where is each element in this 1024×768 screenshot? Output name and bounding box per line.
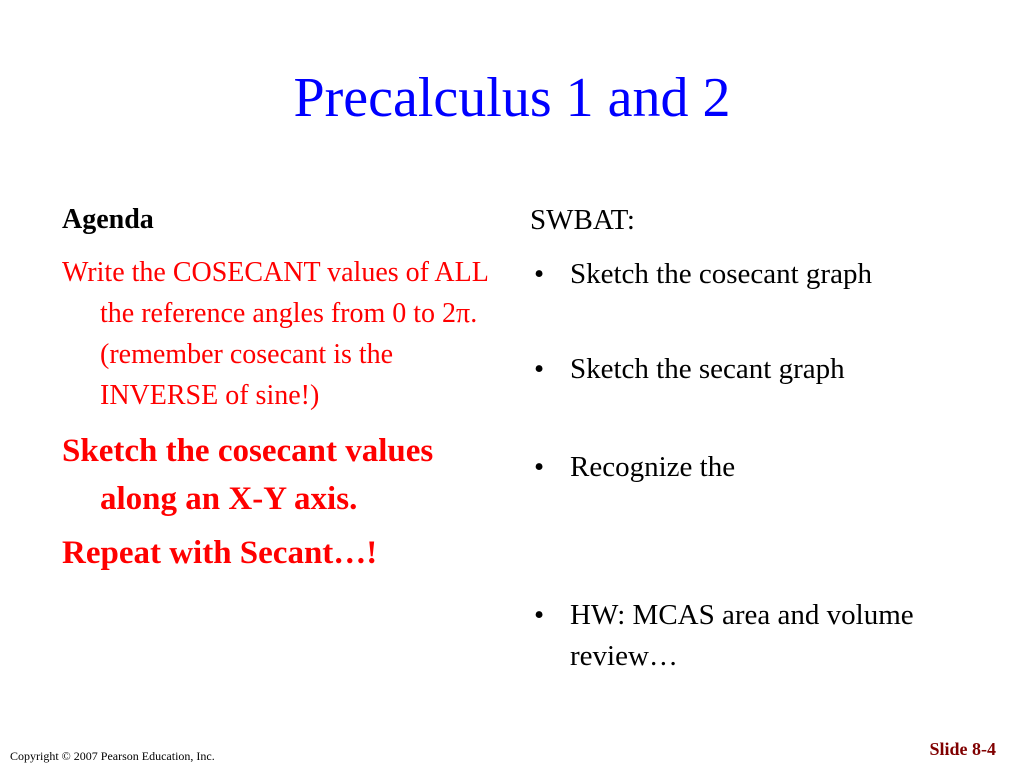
agenda-column [62,202,502,577]
swbat-column [530,202,970,672]
bullet-icon: • [534,451,545,483]
swbat-heading: SWBAT: [530,204,635,236]
swbat-bullet-label: Recognize the [570,451,736,483]
agenda-item-write-cosecant: Write the COSECANT values of ALL the reference angles from 0 to 2π. (remember cosecant is the INVERSE of sine!) [62,257,488,411]
bullet-icon: • [534,599,545,631]
agenda-heading: Agenda [62,204,154,235]
copyright-notice: Copyright © 2007 Pearson Education, Inc. [10,749,215,763]
swbat-bullet-label: Sketch the secant graph [570,353,845,385]
swbat-bullet-cosecant-graph [530,254,970,295]
slide-title: Precalculus 1 and 2 [293,67,731,129]
bullet-icon: • [534,353,545,385]
agenda-item-sketch-cosecant: Sketch the cosecant values along an X-Y axis. [62,433,434,517]
bullet-icon: • [534,258,545,290]
swbat-bullet-label: HW: MCAS area and volume review… [570,599,914,672]
swbat-bullet-recognize [530,447,970,488]
swbat-bullet-secant-graph [530,349,970,390]
swbat-bullet-homework [530,595,970,677]
swbat-bullet-label: Sketch the cosecant graph [570,258,872,290]
slide-number: Slide 8-4 [929,739,996,759]
agenda-item-repeat-secant: Repeat with Secant…! [62,535,378,571]
